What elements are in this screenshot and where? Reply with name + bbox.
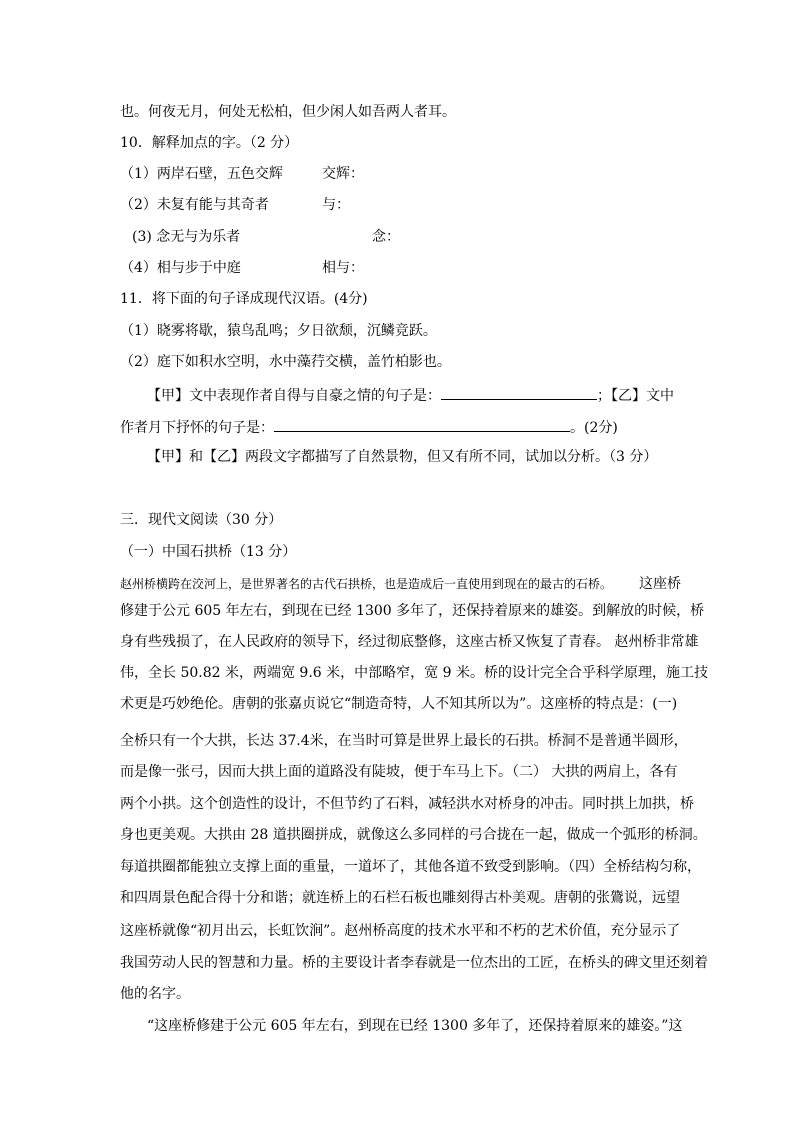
q11-item-2: （2）庭下如积水空明，水中藻荇交横，盖竹柏影也。: [120, 354, 451, 370]
q10-answer-label: 交辉：: [322, 166, 364, 182]
article-line: 全桥只有一个大拱，长达 37.4米，在当时可算是世界上最长的石拱。桥洞不是普通半圆形，: [120, 733, 688, 749]
article-line: 而是像一张弓，因而大拱上面的道路没有陡坡，便于车马上下。（二） 大拱的两肩上，各有: [120, 764, 678, 780]
section-3-title: 三．现代文阅读（30 分）: [120, 512, 283, 528]
q10-item-1: [120, 165, 364, 183]
article-line: 两个小拱。这个创造性的设计，不但节约了石料，减轻洪水对桥身的冲击。同时拱上加拱，桥: [120, 796, 694, 812]
article-line: 我国劳动人民的智慧和力量。桥的主要设计者李春就是一位杰出的工匠，在桥头的碑文里还刻着: [120, 955, 708, 971]
q10-item-text: （1）两岸石壁，五色交辉: [120, 166, 283, 182]
article-line: 术更是巧妙绝伦。唐朝的张嘉贞说它“制造奇特，人不知其所以为”。这座桥的特点是：(一): [120, 696, 678, 712]
q10-item-text: (3) 念无与为乐者: [132, 229, 241, 245]
q10-item-text: （2）未复有能与其奇者: [120, 197, 269, 213]
q10-item-3: [120, 228, 400, 246]
article-first-sentence: 赵州桥横跨在洨河上，是世界著名的古代石拱桥，也是造成后一直使用到现在的最古的石桥。: [120, 577, 613, 591]
question-13: 【甲】和【乙】两段文字都描写了自然景物，但又有所不同，试加以分析。（3 分）: [147, 449, 658, 465]
article-line: 身也更美观。大拱由 28 道拱圈拼成，就像这么多同样的弓合拢在一起，做成一个弧形的桥洞。: [120, 827, 707, 843]
section-3-subtitle: （一）中国石拱桥（13 分）: [120, 544, 297, 560]
q10-answer-label: 与：: [322, 197, 350, 213]
q12-prompt: 作者月下抒怀的句子是：: [120, 420, 274, 436]
answer-blank[interactable]: [274, 417, 570, 432]
question-12-line-2: [120, 417, 618, 437]
article-line: 伟，全长 50.82 米，两端宽 9.6 米，中部略窄，宽 9 米。桥的设计完全合乎科学原理，施工技: [120, 665, 708, 681]
passage-tail: 也。何夜无月，何处无松柏，但少闲人如吾两人者耳。: [120, 104, 456, 120]
article-line: 他的名字。: [120, 986, 190, 1002]
article-line: 修建于公元 605 年左右，到现在已经 1300 多年了，还保持着原来的雄姿。到解放的时候，桥: [120, 603, 705, 619]
answer-blank[interactable]: [441, 385, 597, 400]
quote-question-line: “这座桥修建于公元 605 年左右，到现在已经 1300 多年了，还保持着原来的雄姿。”这: [147, 1018, 683, 1034]
q10-item-4: [120, 259, 364, 277]
q12-prompt: 【甲】文中表现作者自得与自豪之情的句子是：: [147, 388, 441, 404]
article-line: 这座桥就像“初月出云，长虹饮涧”。赵州桥高度的技术水平和不朽的艺术价值，充分显示了: [120, 923, 681, 939]
article-line: 和四周景色配合得十分和谐；就连桥上的石栏石板也雕刻得古朴美观。唐朝的张鷟说，远望: [120, 890, 680, 906]
article-line-1: [120, 575, 681, 593]
q10-item-text: （4）相与步于中庭: [120, 260, 241, 276]
q10-answer-label: 念：: [372, 229, 400, 245]
article-line: 每道拱圈都能独立支撑上面的重量，一道坏了，其他各道不致受到影响。（四）全桥结构匀称，: [120, 859, 701, 875]
q12-points: 。(2分): [570, 420, 618, 436]
question-10-title: 10．解释加点的字。（2 分）: [120, 135, 299, 151]
q12-prompt-cont: ；【乙】文中: [597, 388, 674, 404]
q11-item-1: （1）晓雾将歇，猿鸟乱鸣；夕日欲颓，沉鳞竞跃。: [120, 323, 437, 339]
q10-item-2: [120, 196, 350, 214]
question-12-line-1: [147, 385, 674, 405]
article-first-tail: 这座桥: [639, 576, 681, 592]
q10-answer-label: 相与：: [322, 260, 364, 276]
article-line: 身有些残损了，在人民政府的领导下，经过彻底整修，这座古桥又恢复了青春。 赵州桥非常雄: [120, 634, 699, 650]
question-11-title: 11．将下面的句子译成现代汉语。(4分): [120, 291, 368, 307]
